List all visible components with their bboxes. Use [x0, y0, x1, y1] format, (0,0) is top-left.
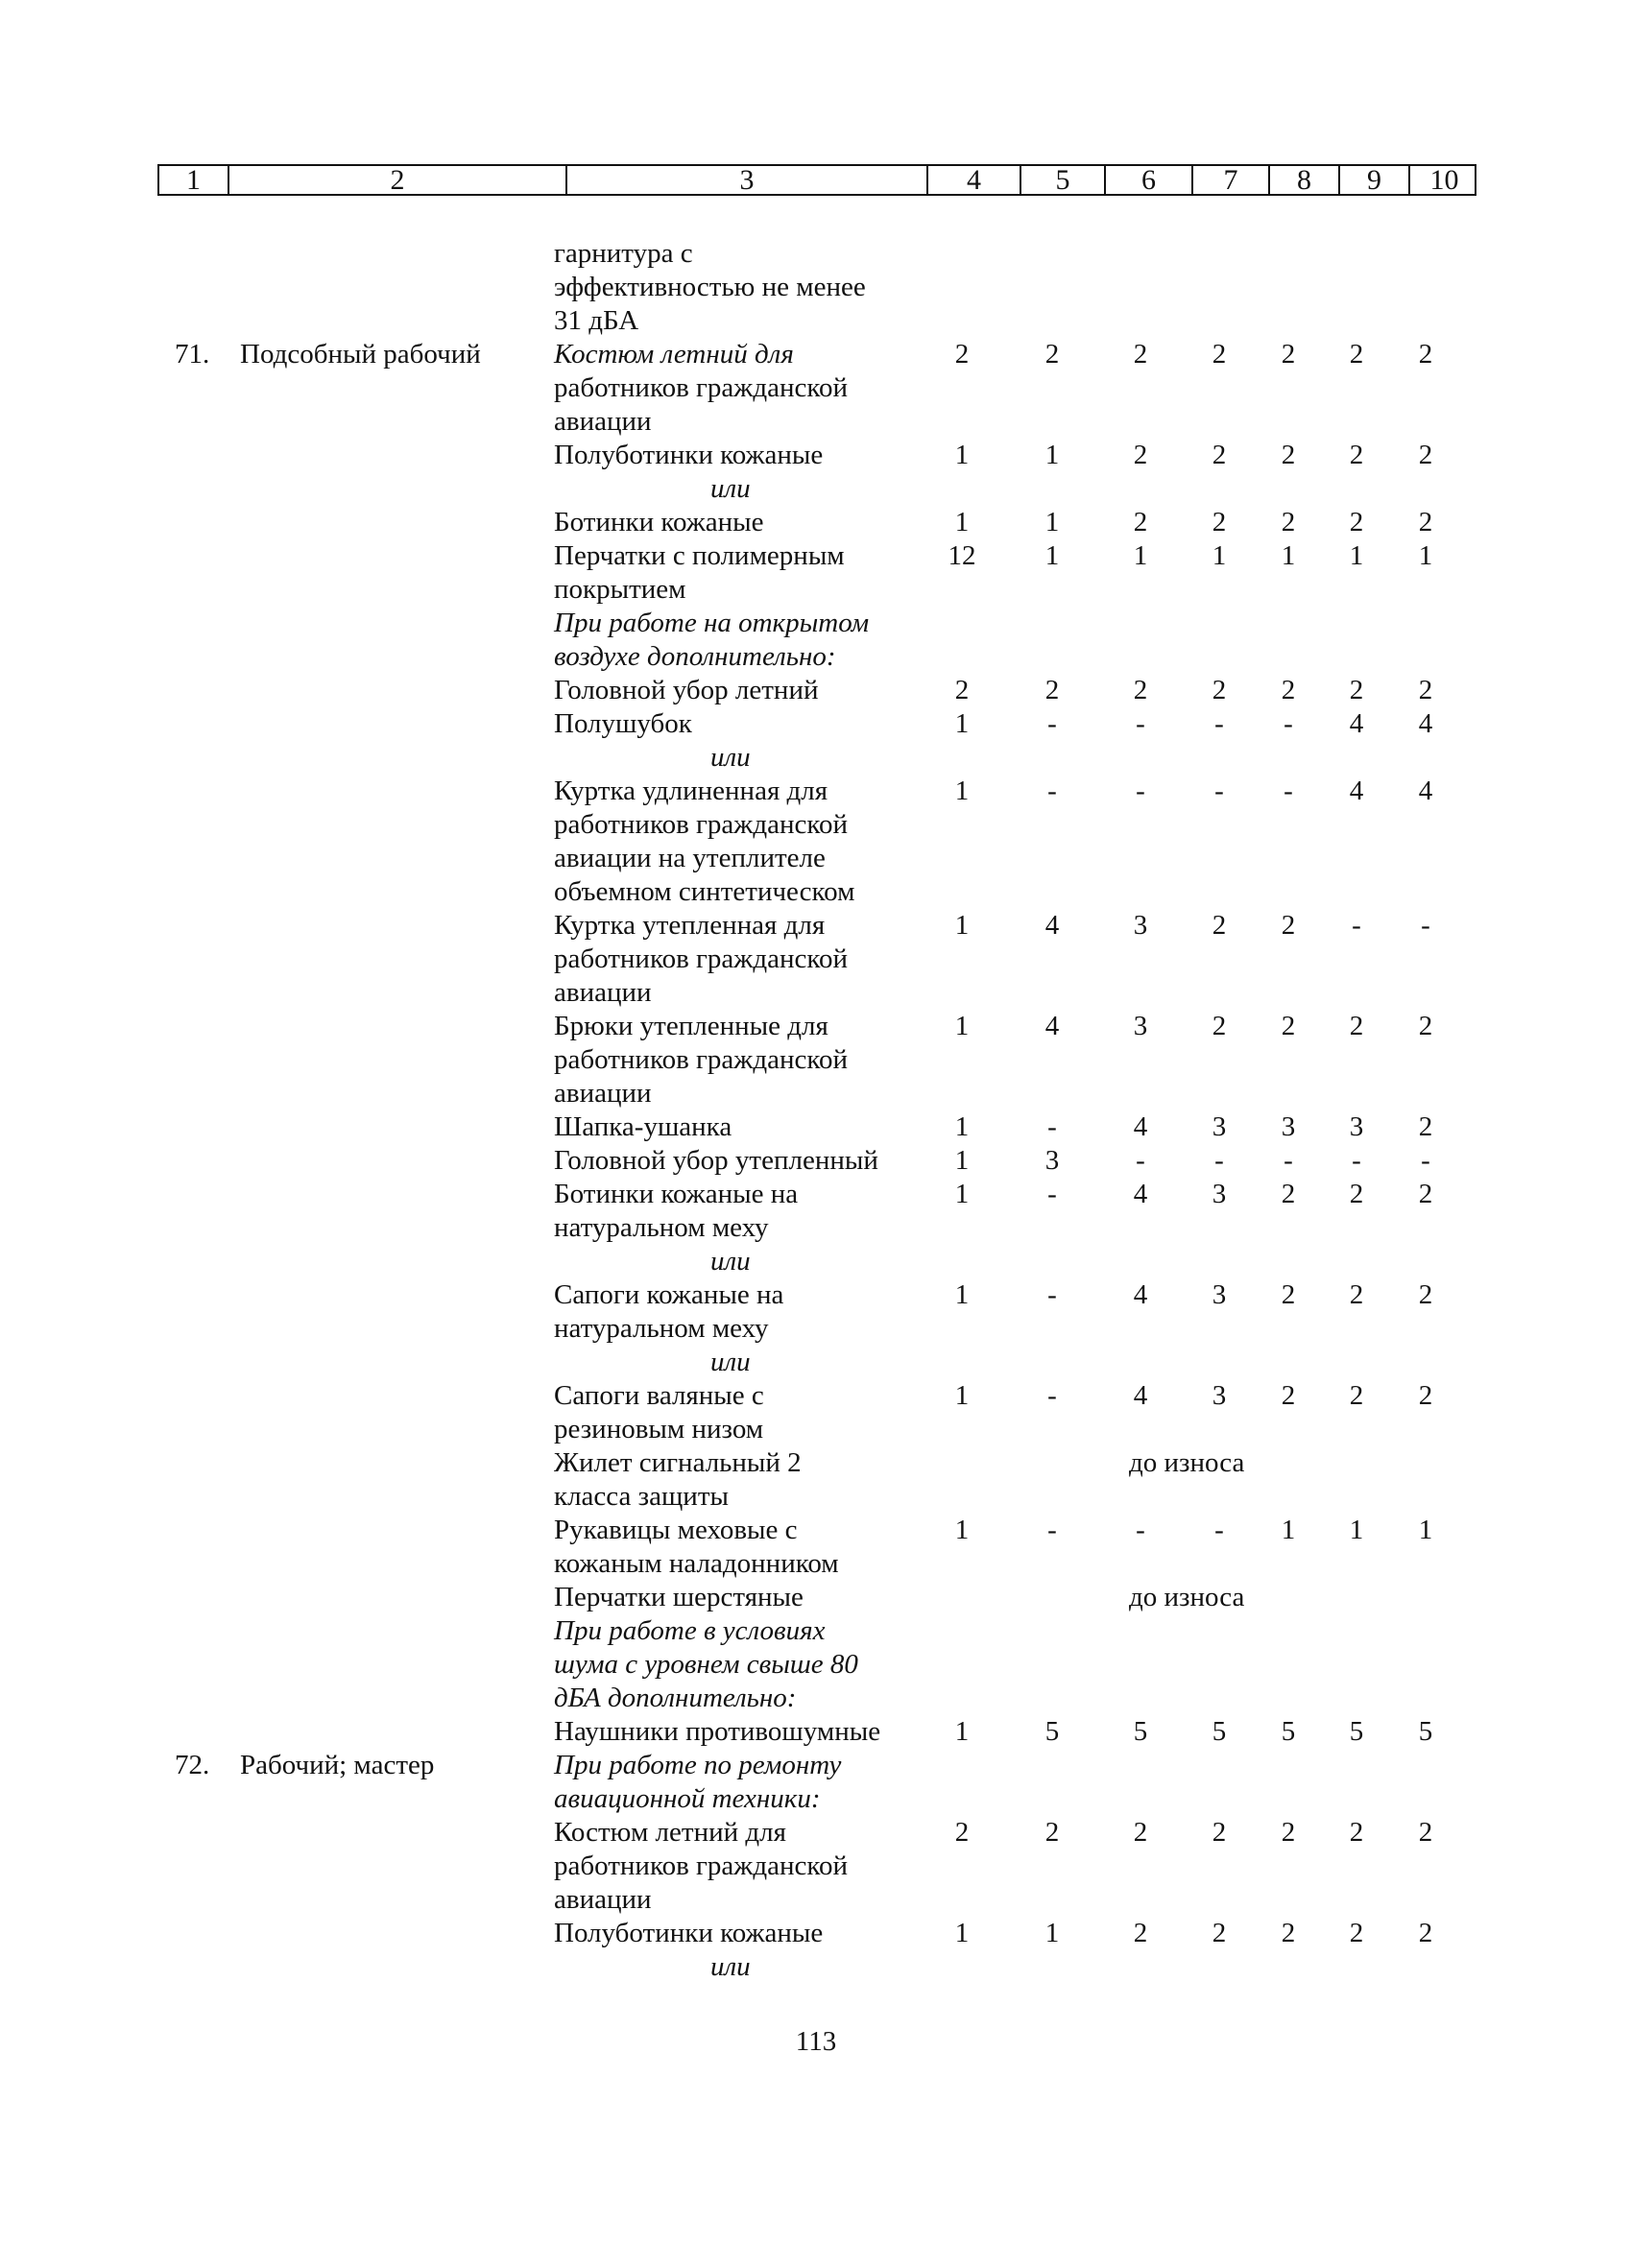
value-col-8: 5: [1281, 1716, 1296, 1747]
value-col-4: 2: [954, 339, 970, 370]
value-col-10: 1: [1418, 1515, 1433, 1545]
or-separator: или: [710, 742, 751, 773]
value-col-9: 2: [1349, 1279, 1364, 1310]
item-name: Полуботинки кожаные: [554, 1918, 824, 1948]
value-col-10: 2: [1418, 1279, 1433, 1310]
value-col-10: 2: [1418, 339, 1433, 370]
value-col-10: -: [1421, 910, 1430, 941]
value-col-10: 2: [1418, 1011, 1433, 1041]
value-col-9: 2: [1349, 507, 1364, 537]
item-name: Куртка утепленная для: [554, 910, 826, 941]
header-col-4: 4: [928, 166, 1021, 194]
item-name: класса защиты: [554, 1481, 729, 1512]
value-col-4: 2: [954, 1817, 970, 1848]
value-col-5: -: [1047, 1111, 1057, 1142]
or-separator: или: [710, 1951, 751, 1982]
value-col-10: 4: [1418, 708, 1433, 739]
header-col-7: 7: [1193, 166, 1270, 194]
item-name: Полушубок: [554, 708, 692, 739]
value-col-6: 4: [1133, 1111, 1148, 1142]
value-col-10: 5: [1418, 1716, 1433, 1747]
value-col-8: 1: [1281, 1515, 1296, 1545]
wear-out-note: до износа: [1129, 1582, 1245, 1612]
item-name: натуральном меху: [554, 1313, 769, 1344]
value-col-4: 1: [954, 910, 970, 941]
header-col-10: 10: [1429, 164, 1459, 196]
value-col-8: 2: [1281, 910, 1296, 941]
header-col-6: 6: [1106, 166, 1193, 194]
value-col-6: -: [1136, 1145, 1145, 1176]
item-name: натуральном меху: [554, 1212, 769, 1243]
item-name: Сапоги кожаные на: [554, 1279, 784, 1310]
item-name: резиновым низом: [554, 1414, 764, 1444]
value-col-7: -: [1214, 776, 1224, 806]
value-col-6: 2: [1133, 1817, 1148, 1848]
item-name: Полуботинки кожаные: [554, 440, 824, 470]
value-col-7: 3: [1212, 1111, 1227, 1142]
value-col-7: 2: [1212, 910, 1227, 941]
value-col-4: 1: [954, 1918, 970, 1948]
value-col-7: -: [1214, 1515, 1224, 1545]
value-col-6: 3: [1133, 910, 1148, 941]
section-note: При работе на открытом: [554, 608, 870, 638]
value-col-5: 1: [1044, 440, 1060, 470]
value-col-6: 4: [1133, 1380, 1148, 1411]
value-col-10: 2: [1418, 440, 1433, 470]
or-separator: или: [710, 1347, 751, 1377]
item-name: работников гражданской: [554, 1850, 848, 1881]
value-col-4: 2: [954, 675, 970, 705]
value-col-10: 2: [1418, 1111, 1433, 1142]
item-name: Костюм летний для: [554, 1817, 786, 1848]
value-col-7: 1: [1212, 540, 1227, 571]
section-note: авиационной техники:: [554, 1783, 821, 1814]
value-col-8: 2: [1281, 1380, 1296, 1411]
value-col-5: -: [1047, 1380, 1057, 1411]
item-name: Куртка удлиненная для: [554, 776, 828, 806]
item-name: Перчатки шерстяные: [554, 1582, 804, 1612]
item-name: авиации: [554, 977, 652, 1008]
value-col-7: -: [1214, 1145, 1224, 1176]
item-name: объемном синтетическом: [554, 876, 855, 907]
value-col-4: 1: [954, 1179, 970, 1209]
section-note: При работе в условиях: [554, 1615, 826, 1646]
value-col-4: 12: [948, 540, 976, 571]
value-col-6: 3: [1133, 1011, 1148, 1041]
header-col-9: 9: [1340, 166, 1410, 194]
value-col-10: 2: [1418, 1179, 1433, 1209]
value-col-9: 2: [1349, 1380, 1364, 1411]
value-col-8: 2: [1281, 339, 1296, 370]
continuation-line: 31 дБА: [554, 305, 639, 336]
value-col-5: -: [1047, 1179, 1057, 1209]
value-col-8: 1: [1281, 540, 1296, 571]
value-col-9: -: [1352, 1145, 1361, 1176]
value-col-10: 1: [1418, 540, 1433, 571]
value-col-6: 2: [1133, 675, 1148, 705]
item-name: работников гражданской: [554, 372, 848, 403]
value-col-8: 2: [1281, 1279, 1296, 1310]
value-col-7: 2: [1212, 1011, 1227, 1041]
value-col-5: -: [1047, 708, 1057, 739]
value-col-4: 1: [954, 1515, 970, 1545]
value-col-6: 4: [1133, 1279, 1148, 1310]
item-name: Рукавицы меховые с: [554, 1515, 798, 1545]
value-col-4: 1: [954, 1111, 970, 1142]
value-col-9: 2: [1349, 1011, 1364, 1041]
item-name: кожаным наладонником: [554, 1548, 839, 1579]
item-name: авиации: [554, 1078, 652, 1109]
value-col-6: 2: [1133, 507, 1148, 537]
value-col-6: -: [1136, 776, 1145, 806]
value-col-9: 2: [1349, 440, 1364, 470]
value-col-10: 2: [1418, 1918, 1433, 1948]
continuation-line: гарнитура с: [554, 238, 693, 269]
value-col-9: 2: [1349, 675, 1364, 705]
value-col-10: -: [1421, 1145, 1430, 1176]
value-col-5: 2: [1044, 675, 1060, 705]
value-col-9: 4: [1349, 708, 1364, 739]
value-col-5: 1: [1044, 540, 1060, 571]
item-name: работников гражданской: [554, 1044, 848, 1075]
value-col-5: 4: [1044, 910, 1060, 941]
item-name: Перчатки с полимерным: [554, 540, 845, 571]
item-name: Шапка-ушанка: [554, 1111, 732, 1142]
value-col-6: -: [1136, 708, 1145, 739]
entry-number: 71.: [175, 339, 210, 370]
value-col-9: 4: [1349, 776, 1364, 806]
value-col-10: 4: [1418, 776, 1433, 806]
value-col-4: 1: [954, 1011, 970, 1041]
header-col-1: 1: [159, 166, 229, 194]
value-col-9: 1: [1349, 540, 1364, 571]
value-col-6: 2: [1133, 440, 1148, 470]
value-col-8: -: [1284, 708, 1293, 739]
header-col-5: 5: [1021, 166, 1106, 194]
value-col-4: 1: [954, 1380, 970, 1411]
value-col-8: 2: [1281, 675, 1296, 705]
value-col-6: 4: [1133, 1179, 1148, 1209]
value-col-4: 1: [954, 507, 970, 537]
section-note: дБА дополнительно:: [554, 1683, 797, 1713]
section-note: При работе по ремонту: [554, 1750, 842, 1780]
value-col-4: 1: [954, 708, 970, 739]
value-col-7: 2: [1212, 507, 1227, 537]
value-col-7: -: [1214, 708, 1224, 739]
value-col-7: 2: [1212, 339, 1227, 370]
value-col-8: 2: [1281, 1179, 1296, 1209]
header-col-3: 3: [567, 166, 928, 194]
value-col-4: 1: [954, 776, 970, 806]
or-separator: или: [710, 1246, 751, 1277]
value-col-9: 5: [1349, 1716, 1364, 1747]
item-name: работников гражданской: [554, 809, 848, 840]
page-number: 113: [795, 2026, 837, 2057]
item-name: Брюки утепленные для: [554, 1011, 828, 1041]
value-col-8: 2: [1281, 1011, 1296, 1041]
value-col-9: 2: [1349, 339, 1364, 370]
value-col-8: -: [1284, 776, 1293, 806]
item-name: авиации: [554, 406, 652, 437]
value-col-10: 2: [1418, 675, 1433, 705]
value-col-6: -: [1136, 1515, 1145, 1545]
value-col-5: 1: [1044, 507, 1060, 537]
value-col-4: 1: [954, 440, 970, 470]
value-col-5: 1: [1044, 1918, 1060, 1948]
value-col-4: 1: [954, 1279, 970, 1310]
value-col-5: -: [1047, 776, 1057, 806]
item-name: Наушники противошумные: [554, 1716, 881, 1747]
value-col-7: 3: [1212, 1380, 1227, 1411]
value-col-7: 2: [1212, 1817, 1227, 1848]
value-col-9: -: [1352, 910, 1361, 941]
value-col-6: 2: [1133, 1918, 1148, 1948]
item-name: покрытием: [554, 574, 686, 605]
value-col-5: -: [1047, 1279, 1057, 1310]
item-name: работников гражданской: [554, 943, 848, 974]
item-name: Ботинки кожаные на: [554, 1179, 799, 1209]
value-col-10: 2: [1418, 1817, 1433, 1848]
value-col-6: 5: [1133, 1716, 1148, 1747]
entry-number: 72.: [175, 1750, 210, 1780]
value-col-7: 2: [1212, 1918, 1227, 1948]
value-col-5: 3: [1044, 1145, 1060, 1176]
item-name: Головной убор летний: [554, 675, 819, 705]
item-name: Ботинки кожаные: [554, 507, 764, 537]
value-col-5: 2: [1044, 339, 1060, 370]
value-col-8: 2: [1281, 1817, 1296, 1848]
value-col-9: 3: [1349, 1111, 1364, 1142]
item-name: авиации на утеплителе: [554, 843, 826, 873]
value-col-6: 2: [1133, 339, 1148, 370]
item-name: Сапоги валяные с: [554, 1380, 764, 1411]
section-note: воздухе дополнительно:: [554, 641, 836, 672]
value-col-8: 2: [1281, 507, 1296, 537]
value-col-7: 5: [1212, 1716, 1227, 1747]
column-number-header: [157, 164, 1476, 196]
value-col-10: 2: [1418, 507, 1433, 537]
item-name: Костюм летний для: [554, 339, 794, 370]
value-col-7: 2: [1212, 675, 1227, 705]
value-col-9: 1: [1349, 1515, 1364, 1545]
value-col-9: 2: [1349, 1817, 1364, 1848]
continuation-line: эффективностью не менее: [554, 272, 866, 302]
value-col-7: 2: [1212, 440, 1227, 470]
value-col-7: 3: [1212, 1279, 1227, 1310]
item-name: Головной убор утепленный: [554, 1145, 878, 1176]
wear-out-note: до износа: [1129, 1447, 1245, 1478]
value-col-8: 2: [1281, 440, 1296, 470]
value-col-5: 5: [1044, 1716, 1060, 1747]
value-col-5: -: [1047, 1515, 1057, 1545]
item-name: авиации: [554, 1884, 652, 1915]
value-col-4: 1: [954, 1145, 970, 1176]
value-col-10: 2: [1418, 1380, 1433, 1411]
value-col-8: 2: [1281, 1918, 1296, 1948]
value-col-8: -: [1284, 1145, 1293, 1176]
value-col-5: 4: [1044, 1011, 1060, 1041]
item-name: Жилет сигнальный 2: [554, 1447, 802, 1478]
value-col-9: 2: [1349, 1918, 1364, 1948]
value-col-6: 1: [1133, 540, 1148, 571]
profession-name: Подсобный рабочий: [240, 339, 481, 370]
value-col-9: 2: [1349, 1179, 1364, 1209]
or-separator: или: [710, 473, 751, 504]
value-col-8: 3: [1281, 1111, 1296, 1142]
value-col-4: 1: [954, 1716, 970, 1747]
section-note: шума с уровнем свыше 80: [554, 1649, 858, 1680]
header-col-2: 2: [229, 166, 567, 194]
value-col-5: 2: [1044, 1817, 1060, 1848]
profession-name: Рабочий; мастер: [240, 1750, 435, 1780]
header-col-8: 8: [1270, 166, 1340, 194]
value-col-7: 3: [1212, 1179, 1227, 1209]
